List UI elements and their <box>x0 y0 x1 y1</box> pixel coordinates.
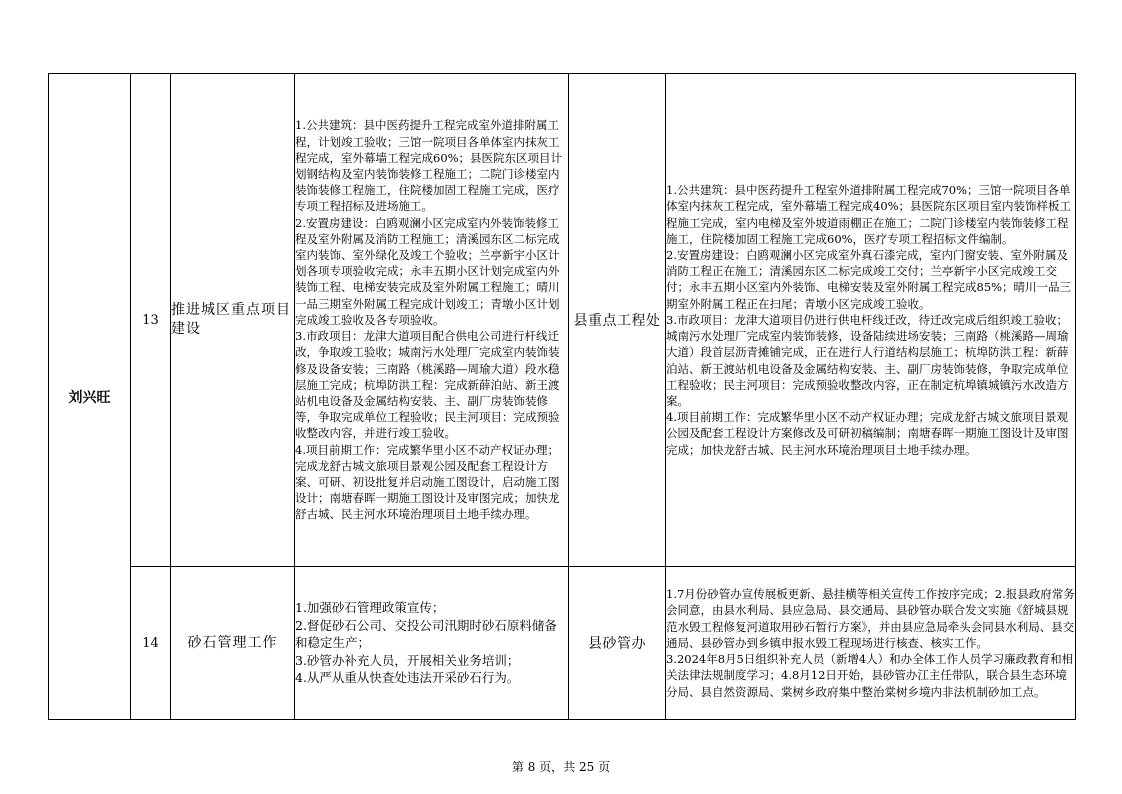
table-row <box>49 74 1076 567</box>
leader-name: 刘兴旺 <box>49 74 131 720</box>
responsible-unit: 县重点工程处 <box>569 74 666 567</box>
plan-item: 3.砂管办补充人员，开展相关业务培训； <box>295 652 520 668</box>
plan-item: 4.项目前期工作：完成繁华里小区不动产权证办理；完成龙舒古城文旅项目景观公园及配套工程设计方案、可研、初设批复并启动施工图设计，启动施工图设计；南塘春晖一期施工图设计及审图完成；加快龙舒古城、民主河水环境治理项目土地手续办理。 <box>295 442 560 522</box>
progress-item: 2.安置房建设：白鸥观澜小区完成室外真石漆完成，室内门窗安装、室外附属及消防工程正在施工；清溪园东区二标完成竣工交付；兰亭新宇小区完成竣工交付；永丰五期小区室内外装饰、电梯安装及室外附属工程完成85%；晴川一品三期室外附属工程正在扫尾；青墩小区完成竣工验收。 <box>666 248 1072 311</box>
progress-item: 1.7月份砂管办宣传展板更新、悬挂横等相关宣传工作按序完成；2.报县政府常务会同意，由县水利局、县应急局、县交通局、县砂管办联合发文实施《舒城县规范水毁工程修复河道取用砂石暂行方案》，并由县应急局牵头会同县水利局、县交通局、县砂管办到乡镇申报水毁工程现场进行核查、核实工作。 <box>666 587 1075 650</box>
task-name: 砂石管理工作 <box>171 567 295 720</box>
task-name: 推进城区重点项目建设 <box>171 74 295 567</box>
plan-cell <box>295 74 569 567</box>
progress-item: 3.市政项目：龙津大道项目仍进行供电杆线迁改，待迁改完成后组织竣工验收；城南污水处理厂完成室内装饰装修，设备陆续进场安装；三南路（桃溪路—周瑜大道）段首层沥青摊铺完成，正在进行人行道结构层施工；杭埠防洪工程：新薛泊站、新王渡站机电设备及金属结构安装、主、副厂房装饰装修，争取完成单位工程验收；民主河项目：完成预验收整改内容，正在制定杭埠镇城镇污水改造方案。 <box>666 312 1069 408</box>
plan-item: 3.市政项目：龙津大道项目配合供电公司进行杆线迁改，争取竣工验收；城南污水处理厂完成室内装饰装修及设备安装；三南路（桃溪路—周瑜大道）段水稳层施工完成；杭埠防洪工程：完成新薛泊站、新王渡站机电设备及金属结构安装、主、副厂房装饰装修等，争取完成单位工程验收；民主河项目：完成预验收整改内容，并进行竣工验收。 <box>295 329 560 441</box>
responsible-unit: 县砂管办 <box>569 567 666 720</box>
plan-item: 4.从严从重从快查处违法开采砂石行为。 <box>295 670 520 686</box>
plan-item: 2.安置房建设：白鸥观澜小区完成室内外装饰装修工程及室外附属及消防工程施工；清溪园东区二标完成室内装饰、室外绿化及竣工个验收；兰亭新宇小区计划各项专项验收完成；永丰五期小区计划完成室内外装饰工程、电梯安装完成及室外附属工程施工；晴川一品三期室外附属工程完成计划竣工；青墩小区计划完成竣工验收及各专项验收。 <box>295 215 560 327</box>
plan-item: 2.督促砂石公司、交投公司汛期时砂石原料储备和稳定生产； <box>295 617 557 651</box>
row-seq: 14 <box>131 567 171 720</box>
table-row <box>49 567 1076 720</box>
plan-cell <box>295 567 569 720</box>
progress-item: 1.公共建筑：县中医药提升工程室外道排附属工程完成70%；三馆一院项目各单体室内抹灰工程完成，室外幕墙工程完成40%；县医院东区项目室内装饰样板工程施工完成，室内电梯及室外坡道雨棚正在施工；二院门诊楼室内装饰装修工程施工，住院楼加固工程施工完成60%，医疗专项工程招标文件编制。 <box>666 183 1072 246</box>
plan-item: 1.公共建筑：县中医药提升工程完成室外道排附属工程，计划竣工验收；三馆一院项目各单体室内抹灰工程完成，室外幕墙工程完成60%；县医院东区项目计划钢结构及室内装饰装修工程施工；二院门诊楼室内装饰装修工程施工，住院楼加固工程施工完成，医疗专项工程招标及进场施工。 <box>295 118 563 214</box>
plan-item: 1.加强砂石管理政策宣传； <box>295 600 445 616</box>
progress-item: 4.项目前期工作：完成繁华里小区不动产权证办理；完成龙舒古城文旅项目景观公园及配套工程设计方案修改及可研初稿编制；南塘春晖一期施工图设计及审图完成；加快龙舒古城、民主河水环境治理项目土地手续办理。 <box>666 410 1069 457</box>
work-progress-table <box>48 73 1076 720</box>
progress-item: 3.2024年8月5日组织补充人员（新增4人）和办全体工作人员学习廉政教育和相关法律法规制度学习；4.8月12日开始，县砂管办江主任带队，联合县生态环境分局、县自然资源局、棠树乡政府集中整治棠树乡境内非法机制砂加工点。 <box>666 652 1074 699</box>
progress-cell <box>666 567 1076 720</box>
page-footer: 第 8 页，共 25 页 <box>511 760 611 774</box>
progress-cell <box>666 74 1076 567</box>
row-seq: 13 <box>131 74 171 567</box>
